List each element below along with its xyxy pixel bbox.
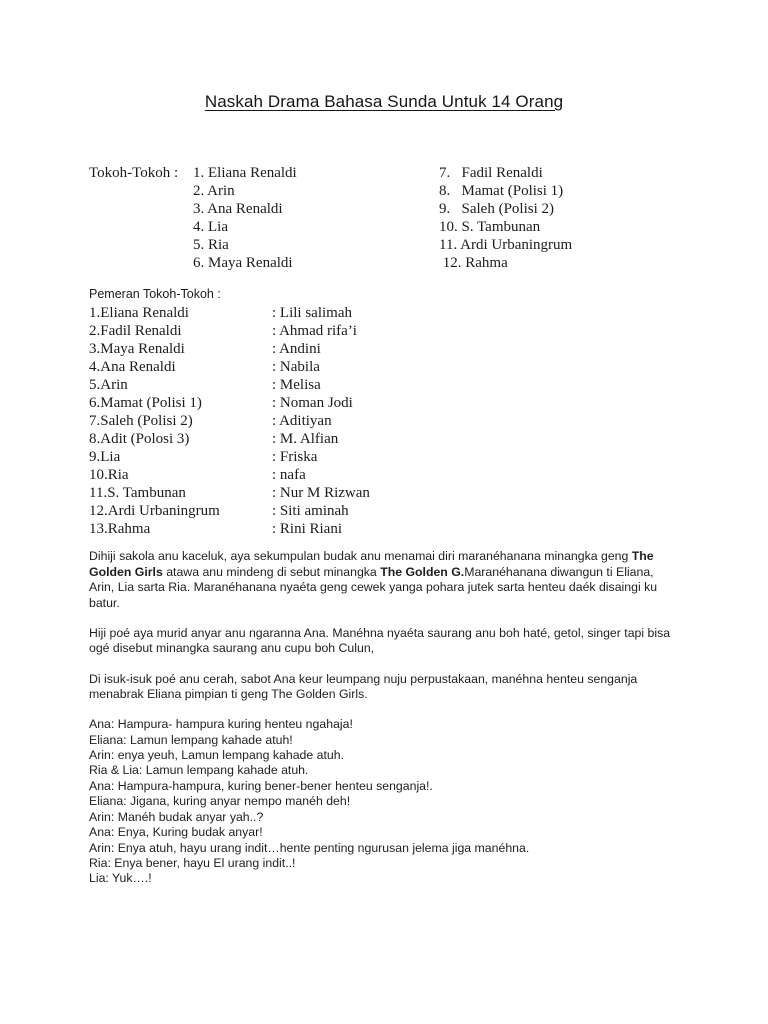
narrative-section bbox=[89, 549, 672, 887]
dialogue-line: Ana: Hampura- hampura kuring henteu ngahaja! bbox=[89, 717, 353, 732]
character-item: 1. Eliana Renaldi bbox=[193, 165, 297, 181]
dialogue-line: Eliana: Jigana, kuring anyar nempo manéh deh! bbox=[89, 794, 351, 809]
cast-row bbox=[89, 322, 709, 340]
cast-actor: : Nur M Rizwan bbox=[272, 485, 370, 501]
cast-role: 9.Lia bbox=[89, 449, 121, 465]
cast-role: 8.Adit (Polosi 3) bbox=[89, 431, 190, 447]
cast-role: 6.Mamat (Polisi 1) bbox=[89, 395, 202, 411]
dialogue-line: Ana: Enya, Kuring budak anyar! bbox=[89, 825, 263, 840]
cast-actor: : Melisa bbox=[272, 377, 321, 393]
dialogue-section bbox=[89, 717, 672, 886]
dialogue-line: Arin: enya yeuh, Lamun lempang kahade atuh. bbox=[89, 748, 344, 763]
cast-role: 3.Maya Renaldi bbox=[89, 341, 185, 357]
cast-row bbox=[89, 394, 709, 412]
dialogue-line: Arin: Enya atuh, hayu urang indit…hente penting ngurusan jelema jiga manéhna. bbox=[89, 840, 530, 855]
cast-role: 7.Saleh (Polisi 2) bbox=[89, 413, 193, 429]
characters-right-column bbox=[439, 164, 709, 272]
character-item: 5. Ria bbox=[193, 237, 229, 253]
cast-row bbox=[89, 412, 709, 430]
cast-row bbox=[89, 358, 709, 376]
cast-row bbox=[89, 430, 709, 448]
cast-role: 4.Ana Renaldi bbox=[89, 359, 176, 375]
character-item: 10. S. Tambunan bbox=[439, 219, 541, 235]
cast-actor: : nafa bbox=[272, 467, 306, 483]
characters-left-column bbox=[193, 164, 423, 272]
cast-row bbox=[89, 484, 709, 502]
dialogue-line: Ria & Lia: Lamun lempang kahade atuh. bbox=[89, 763, 309, 778]
character-item: 12. Rahma bbox=[439, 255, 508, 271]
cast-role: 12.Ardi Urbaningrum bbox=[89, 503, 220, 519]
cast-actor: : Andini bbox=[272, 341, 321, 357]
cast-row bbox=[89, 466, 709, 484]
narrative-p1-part3: Maranéhanana diwangun ti Eliana, Arin, Lia sarta Ria. Maranéhanana nyaéta geng cewek yanga pohara jutek sarta henteu daék disaingi ku batur. bbox=[89, 564, 658, 610]
cast-role: 2.Fadil Renaldi bbox=[89, 323, 182, 339]
cast-actor: : Rini Riani bbox=[272, 521, 343, 537]
narrative-paragraph-3: Di isuk-isuk poé anu cerah, sabot Ana keur leumpang nuju perpustakaan, manéhna henteu senganja menabrak Eliana pimpian ti geng The Golden Girls. bbox=[89, 671, 638, 702]
dialogue-line: Ria: Enya bener, hayu El urang indit..! bbox=[89, 855, 296, 870]
narrative-p1-bold1: The Golden Girls bbox=[89, 549, 654, 579]
cast-role: 13.Rahma bbox=[89, 521, 151, 537]
cast-actor: : Ahmad rifa’i bbox=[272, 323, 357, 339]
character-item: 4. Lia bbox=[193, 219, 228, 235]
character-item: 6. Maya Renaldi bbox=[193, 255, 293, 271]
character-item: 9. Saleh (Polisi 2) bbox=[439, 201, 554, 217]
cast-actor: : Friska bbox=[272, 449, 318, 465]
narrative-p1-part2: atawa anu mindeng di sebut minangka bbox=[162, 564, 381, 579]
cast-row bbox=[89, 520, 709, 538]
cast-heading: Pemeran Tokoh-Tokoh : bbox=[89, 287, 221, 301]
dialogue-line: Eliana: Lamun lempang kahade atuh! bbox=[89, 732, 293, 747]
cast-role: 5.Arin bbox=[89, 377, 128, 393]
cast-actor: : Noman Jodi bbox=[272, 395, 353, 411]
cast-actor: : Aditiyan bbox=[272, 413, 332, 429]
dialogue-line: Ana: Hampura-hampura, kuring bener-bener henteu senganja!. bbox=[89, 778, 433, 793]
character-item: 3. Ana Renaldi bbox=[193, 201, 283, 217]
character-item: 8. Mamat (Polisi 1) bbox=[439, 183, 564, 199]
narrative-p1-part1: Dihiji sakola anu kaceluk, aya sekumpulan budak anu menamai diri maranéhanana minangka geng bbox=[89, 549, 632, 563]
characters-label: Tokoh-Tokoh : bbox=[89, 165, 179, 181]
cast-actor: : Lili salimah bbox=[272, 305, 352, 321]
cast-actor: : Siti aminah bbox=[272, 503, 349, 519]
cast-actor: : M. Alfian bbox=[272, 431, 339, 447]
dialogue-line: Arin: Manéh budak anyar yah..? bbox=[89, 809, 264, 824]
page-title-text: Naskah Drama Bahasa Sunda Untuk 14 Orang bbox=[204, 92, 564, 111]
cast-list bbox=[89, 304, 709, 538]
cast-role: 10.Ria bbox=[89, 467, 129, 483]
cast-role: 11.S. Tambunan bbox=[89, 485, 186, 501]
cast-row bbox=[89, 304, 709, 322]
narrative-p1-bold2: The Golden G. bbox=[380, 564, 465, 579]
cast-row bbox=[89, 376, 709, 394]
cast-row bbox=[89, 448, 709, 466]
cast-actor: : Nabila bbox=[272, 359, 320, 375]
cast-row bbox=[89, 502, 709, 520]
character-item: 7. Fadil Renaldi bbox=[439, 165, 543, 181]
narrative-paragraph-1 bbox=[89, 549, 672, 611]
page-title bbox=[0, 92, 768, 112]
character-item: 2. Arin bbox=[193, 183, 235, 199]
cast-row bbox=[89, 340, 709, 358]
cast-role: 1.Eliana Renaldi bbox=[89, 305, 189, 321]
character-item: 11. Ardi Urbaningrum bbox=[439, 237, 573, 253]
dialogue-line: Lia: Yuk….! bbox=[89, 871, 152, 886]
narrative-paragraph-2: Hiji poé aya murid anyar anu ngaranna Ana. Manéhna nyaéta saurang anu boh haté, getol, singer tapi bisa ogé disebut minangka saurang anu cupu boh Culun, bbox=[89, 625, 671, 656]
